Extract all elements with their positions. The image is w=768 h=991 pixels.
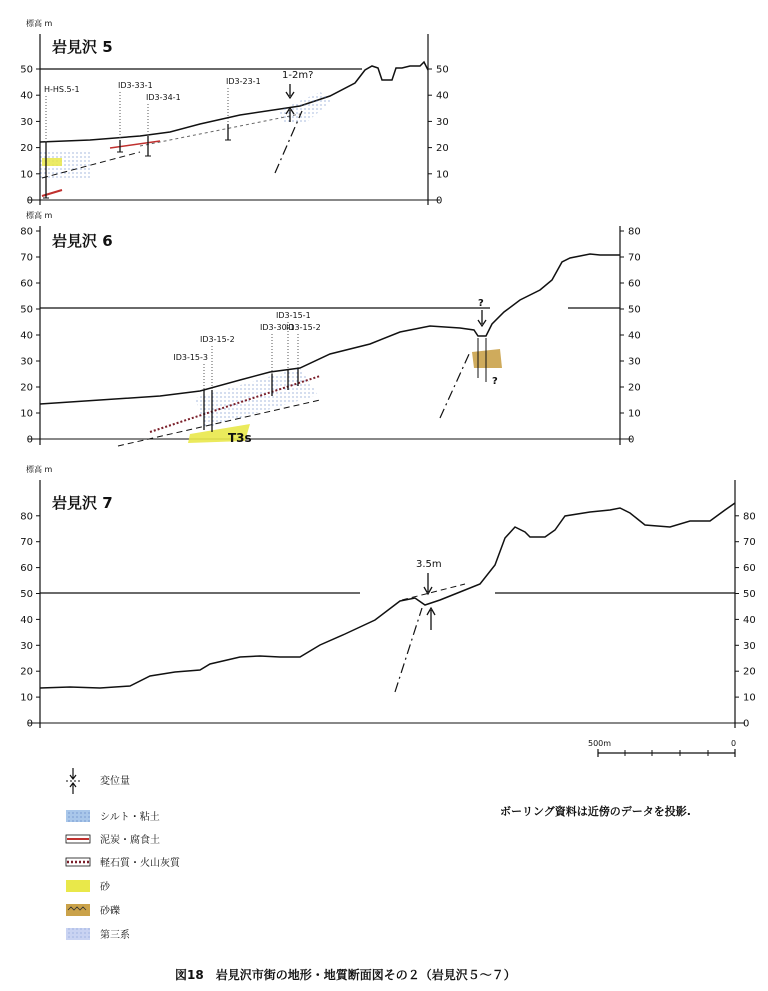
borehole-label: ID3-15-2	[200, 335, 235, 344]
panel-7-right-tick-label: 30	[743, 640, 756, 652]
panel-5-left-tick-label: 40	[20, 90, 33, 102]
panel-5-left-tick-label: 50	[20, 64, 33, 76]
panel-6-left-tick-label: 10	[20, 408, 33, 420]
panel-5-right-tick-label: 10	[436, 169, 449, 181]
panel-6-right-tick-label: 60	[628, 278, 641, 290]
panel-5-title: 岩見沢 5	[52, 38, 113, 56]
panel-7-right-tick-label: 50	[743, 589, 756, 600]
panel-6-right-tick-label: 30	[628, 356, 641, 368]
panel-6-right-tick-label: 70	[628, 252, 641, 264]
panel-5-ground-profile	[40, 62, 428, 142]
panel-6-fault-line	[440, 352, 470, 418]
panel-7-left-tick-label: 0	[26, 718, 33, 730]
panel-6-pumice-layer	[150, 376, 320, 432]
legend-label-peat: 泥炭・腐食土	[100, 835, 160, 846]
panel-5-left-tick-label: 0	[26, 195, 33, 207]
panel-6-question-mark-1: ?	[478, 298, 484, 309]
panel-5-right-tick-label: 30	[436, 116, 449, 128]
panel-6-left-ticks	[20, 227, 40, 446]
panel-7-left-tick-label: 70	[20, 537, 33, 549]
legend-item-pumice	[66, 856, 181, 869]
panel-6-unit-label: T3s	[228, 431, 252, 445]
panel-7-ground-profile	[40, 503, 735, 688]
panel-7-right-tick-label: 40	[743, 614, 756, 626]
borehole-label: ID3-15-2	[286, 323, 321, 332]
panel-6-right-tick-label: 50	[628, 304, 641, 316]
panel-6-left-tick-label: 30	[20, 356, 33, 368]
panel-7-right-tick-label: 80	[743, 511, 756, 523]
panel-6-left-tick-label: 70	[20, 252, 33, 264]
panel-6-right-tick-label: 40	[628, 330, 641, 342]
legend-label-displacement: 変位量	[100, 776, 130, 787]
legend-label-tertiary: 第三系	[100, 930, 130, 941]
borehole-label: ID3-30-1	[260, 323, 295, 332]
legend-item-peat	[66, 833, 160, 846]
panel-iwamizawa-7	[20, 464, 755, 730]
legend-item-tertiary	[66, 928, 130, 941]
panel-5-axis-label: 標高 m	[26, 19, 53, 28]
panel-7-left-tick-label: 80	[20, 511, 33, 523]
panel-6-left-tick-label: 50	[20, 304, 33, 316]
panel-6-ground-profile	[40, 254, 620, 404]
panel-7-left-tick-label: 50	[20, 589, 33, 600]
panel-6-right-tick-label: 80	[628, 226, 641, 238]
legend-item-displacement	[66, 768, 130, 794]
scale-bar-left-label: 500m	[588, 739, 612, 748]
panel-5-sand-lens	[42, 158, 62, 166]
panel-6-question-mark-2: ?	[492, 376, 498, 387]
panel-5-right-tick-label: 40	[436, 90, 449, 102]
scale-bar	[588, 739, 736, 757]
panel-5-right-ticks	[428, 65, 449, 207]
borehole-label: ID3-23-1	[226, 77, 261, 86]
scale-bar-right-label: 0	[731, 739, 737, 748]
panel-7-left-ticks	[20, 511, 40, 729]
panel-7-fault-line	[395, 608, 422, 692]
legend-label-pumice: 軽石質・火山灰質	[100, 858, 180, 869]
panel-7-displacement-arrow-down	[424, 573, 432, 594]
panel-iwamizawa-5	[20, 18, 448, 207]
borehole-note: ボーリング資料は近傍のデータを投影.	[500, 805, 691, 818]
panel-7-right-tick-label: 0	[743, 718, 750, 730]
panel-6-right-tick-label: 0	[628, 434, 635, 446]
borehole-label: ID3-33-1	[118, 81, 153, 90]
panel-5-displacement-label: 1-2m?	[282, 70, 314, 81]
legend-label-sand: 砂	[100, 882, 110, 893]
panel-7-displacement-label: 3.5m	[416, 559, 442, 570]
panel-5-right-tick-label: 50	[436, 64, 449, 76]
borehole-label: ID3-34-1	[146, 93, 181, 102]
panel-6-right-tick-label: 20	[628, 382, 641, 394]
borehole-label: H-HS.5-1	[44, 85, 80, 94]
figure-caption: 図18 岩見沢市街の地形・地質断面図その２（岩見沢５～７）	[175, 968, 516, 982]
panel-6-right-tick-label: 10	[628, 408, 641, 420]
panel-7-right-tick-label: 10	[743, 692, 756, 704]
legend-label-gravel: 砂礫	[100, 906, 120, 917]
panel-5-displacement-arrow-down	[286, 84, 294, 98]
panel-6-left-tick-label: 20	[20, 382, 33, 394]
panel-6-silt-body	[195, 368, 318, 428]
panel-7-axis-label: 標高 m	[26, 465, 53, 474]
panel-6-left-tick-label: 0	[26, 434, 33, 446]
legend	[66, 768, 181, 941]
panel-7-displacement-arrow-up	[427, 608, 435, 630]
panel-7-right-tick-label: 70	[743, 537, 756, 549]
panel-6-arrow-down	[478, 310, 486, 326]
panel-6-left-tick-label: 80	[20, 226, 33, 238]
panel-5-left-ticks	[20, 65, 40, 207]
panel-7-left-tick-label: 60	[20, 563, 33, 575]
panel-5-left-tick-label: 10	[20, 169, 33, 181]
panel-7-left-tick-label: 40	[20, 614, 33, 626]
panel-6-left-tick-label: 40	[20, 330, 33, 342]
legend-label-silt: シルト・粘土	[100, 812, 160, 823]
panel-7-left-tick-label: 10	[20, 692, 33, 704]
panel-5-right-tick-label: 20	[436, 143, 449, 155]
panel-5-left-tick-label: 20	[20, 143, 33, 155]
panel-7-right-tick-label: 60	[743, 563, 756, 575]
legend-item-sand	[66, 880, 111, 893]
panel-7-left-tick-label: 20	[20, 666, 33, 678]
legend-item-silt	[66, 810, 160, 823]
panel-7-left-tick-label: 30	[20, 640, 33, 652]
panel-6-axis-label: 標高 m	[26, 211, 53, 220]
panel-5-left-tick-label: 30	[20, 116, 33, 128]
panel-6-gravel-body	[472, 349, 502, 368]
borehole-label: ID3-15-3	[173, 353, 208, 362]
panel-7-title: 岩見沢 7	[52, 494, 113, 512]
panel-iwamizawa-6	[20, 210, 640, 446]
panel-6-right-ticks	[620, 227, 641, 446]
panel-7-right-ticks	[735, 511, 756, 729]
borehole-label: ID3-15-1	[276, 311, 311, 320]
panel-6-left-tick-label: 60	[20, 278, 33, 290]
panel-5-right-tick-label: 0	[436, 195, 443, 207]
panel-5-silt-wedge	[280, 92, 332, 124]
panel-6-title: 岩見沢 6	[52, 232, 113, 250]
legend-item-gravel	[66, 904, 120, 917]
panel-7-right-tick-label: 20	[743, 666, 756, 678]
